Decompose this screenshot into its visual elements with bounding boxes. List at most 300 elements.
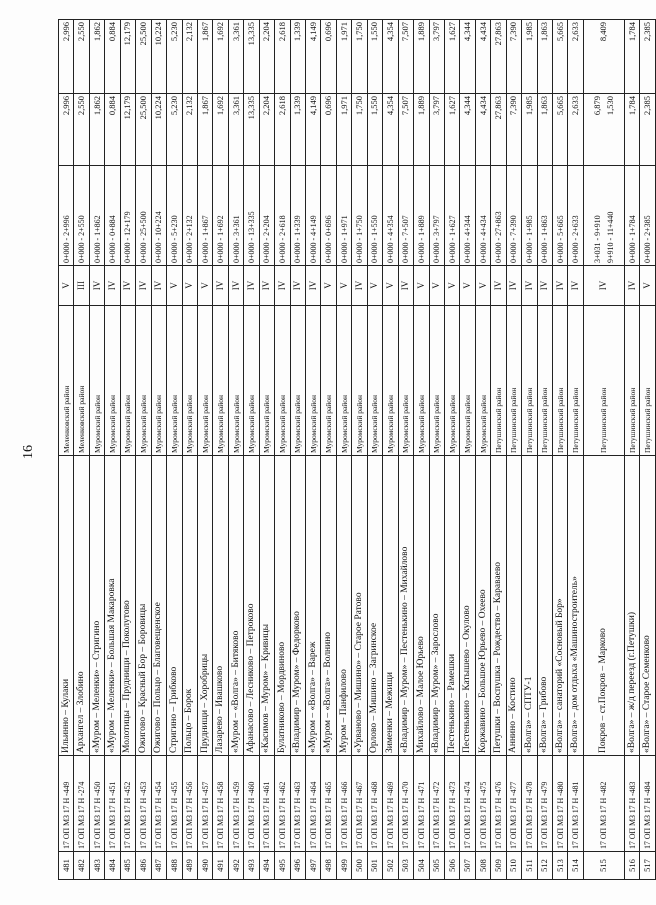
km-range-cell: 0+000 - 2+633 bbox=[568, 166, 583, 266]
km-range-line: 3+031 - 9+910 bbox=[592, 215, 602, 263]
road-name-cell: «Муром – Меленки» – Большая Макаровка bbox=[105, 456, 120, 756]
table-row bbox=[244, 20, 259, 880]
district-cell: Муромский район bbox=[136, 306, 151, 456]
total-length-cell: 0,884 bbox=[105, 20, 120, 94]
row-number-cell: 496 bbox=[290, 852, 305, 880]
road-code-cell: 17 ОП МЗ 17 Н -452 bbox=[120, 756, 135, 852]
total-length-cell: 13,335 bbox=[244, 20, 259, 94]
total-length-cell: 7,507 bbox=[398, 20, 413, 94]
row-number-cell: 503 bbox=[398, 852, 413, 880]
road-code-cell: 17 ОП МЗ 17 Н -481 bbox=[568, 756, 583, 852]
road-code-cell: 17 ОП МЗ 17 Н -454 bbox=[151, 756, 166, 852]
road-code-cell: 17 ОП МЗ 17 Н -480 bbox=[553, 756, 568, 852]
table-row bbox=[553, 20, 568, 880]
row-number-cell: 486 bbox=[136, 852, 151, 880]
km-range-cell: 0+000 - 4+434 bbox=[475, 166, 490, 266]
km-range-cell: 0+000 - 1+971 bbox=[336, 166, 351, 266]
road-code-cell: 17 ОП МЗ 17 Н -464 bbox=[306, 756, 321, 852]
district-cell: Муромский район bbox=[167, 306, 182, 456]
road-code-cell: 17 ОП МЗ 17 Н -453 bbox=[136, 756, 151, 852]
road-name-cell: «Волга» – Старое Семенково bbox=[640, 456, 655, 756]
section-length-cell: 1,339 bbox=[290, 94, 305, 166]
table-row bbox=[74, 20, 89, 880]
road-code-cell: 17 ОП МЗ 17 Н -465 bbox=[321, 756, 336, 852]
section-length-cell: 1,627 bbox=[444, 94, 459, 166]
table-row bbox=[259, 20, 274, 880]
total-length-cell: 8,409 bbox=[583, 20, 624, 94]
road-name-cell: Лазарево – Ивашково bbox=[213, 456, 228, 756]
total-length-cell: 2,618 bbox=[275, 20, 290, 94]
section-length-cell: 13,335 bbox=[244, 94, 259, 166]
road-code-cell: 17 ОП МЗ 17 Н -484 bbox=[640, 756, 655, 852]
section-length-cell: 2,633 bbox=[568, 94, 583, 166]
row-number-cell: 494 bbox=[259, 852, 274, 880]
table-row bbox=[383, 20, 398, 880]
road-code-cell: 17 ОП МЗ 17 Н -478 bbox=[522, 756, 537, 852]
road-name-cell: «Муром – «Волга» – Волнино bbox=[321, 456, 336, 756]
total-length-cell: 1,784 bbox=[624, 20, 639, 94]
total-length-cell: 3,797 bbox=[429, 20, 444, 94]
road-code-cell: 17 ОП МЗ 17 Н -477 bbox=[506, 756, 521, 852]
district-cell: Муромский район bbox=[275, 306, 290, 456]
row-number-cell: 492 bbox=[228, 852, 243, 880]
table-row bbox=[568, 20, 583, 880]
total-length-cell: 10,224 bbox=[151, 20, 166, 94]
total-length-cell: 2,132 bbox=[182, 20, 197, 94]
table-row bbox=[151, 20, 166, 880]
km-range-cell: 0+000 - 0+696 bbox=[321, 166, 336, 266]
district-cell: Муромский район bbox=[290, 306, 305, 456]
table-row bbox=[336, 20, 351, 880]
road-name-cell: Пестенькино – Рамешки bbox=[444, 456, 459, 756]
row-number-cell: 504 bbox=[414, 852, 429, 880]
road-name-cell: «Муром – «Волга» – Вареж bbox=[306, 456, 321, 756]
category-cell: IV bbox=[624, 266, 639, 306]
km-range-cell: 0+000 - 3+361 bbox=[228, 166, 243, 266]
total-length-cell: 12,179 bbox=[120, 20, 135, 94]
row-number-cell: 509 bbox=[491, 852, 506, 880]
road-code-cell: 17 ОП МЗ 17 Н -472 bbox=[429, 756, 444, 852]
total-length-cell: 0,696 bbox=[321, 20, 336, 94]
total-length-cell: 1,985 bbox=[522, 20, 537, 94]
table-row bbox=[491, 20, 506, 880]
road-name-cell: Ожигово – Польцо – Благовещенское bbox=[151, 456, 166, 756]
road-name-cell: Петушки – Воспушка – Рождество – Караваево bbox=[491, 456, 506, 756]
district-cell: Петушинский район bbox=[522, 306, 537, 456]
section-length-cell: 2,996 bbox=[59, 94, 74, 166]
section-length-cell: 1,750 bbox=[352, 94, 367, 166]
section-length-cell: 5,230 bbox=[167, 94, 182, 166]
road-code-cell: 17 ОП МЗ 17 Н -460 bbox=[244, 756, 259, 852]
section-length-cell: 4,344 bbox=[460, 94, 475, 166]
total-length-cell: 5,230 bbox=[167, 20, 182, 94]
category-cell: V bbox=[414, 266, 429, 306]
km-range-cell: 0+000 - 25+500 bbox=[136, 166, 151, 266]
total-length-cell: 1,339 bbox=[290, 20, 305, 94]
road-code-cell: 17 ОП МЗ 17 Н -470 bbox=[398, 756, 413, 852]
road-name-cell: «Волга» – дом отдыха «Машиностроитель» bbox=[568, 456, 583, 756]
category-cell: IV bbox=[105, 266, 120, 306]
road-code-cell: 17 ОП МЗ 17 Н -473 bbox=[444, 756, 459, 852]
table-row bbox=[290, 20, 305, 880]
road-code-cell: 17 ОП МЗ 17 Н -476 bbox=[491, 756, 506, 852]
table-row bbox=[105, 20, 120, 880]
row-number-cell: 515 bbox=[583, 852, 624, 880]
district-cell: Муромский район bbox=[120, 306, 135, 456]
category-cell: IV bbox=[290, 266, 305, 306]
road-code-cell: 17 ОП МЗ 17 Н -482 bbox=[583, 756, 624, 852]
road-name-cell: Михайлово – Малое Юрьево bbox=[414, 456, 429, 756]
road-code-cell: 17 ОП МЗ 17 Н -461 bbox=[259, 756, 274, 852]
category-cell: V bbox=[475, 266, 490, 306]
km-range-cell: 0+000 - 1+550 bbox=[367, 166, 382, 266]
row-number-cell: 507 bbox=[460, 852, 475, 880]
road-name-cell: Молотицы – Пруднищи – Поколутово bbox=[120, 456, 135, 756]
section-length-cell: 3,797 bbox=[429, 94, 444, 166]
table-row bbox=[352, 20, 367, 880]
table-row bbox=[475, 20, 490, 880]
km-range-cell: 0+000 - 1+692 bbox=[213, 166, 228, 266]
road-name-cell: Ильинно – Кулаки bbox=[59, 456, 74, 756]
row-number-cell: 485 bbox=[120, 852, 135, 880]
road-code-cell: 17 ОП МЗ 17 Н -471 bbox=[414, 756, 429, 852]
district-cell: Муромский район bbox=[444, 306, 459, 456]
section-length-cell: 1,863 bbox=[537, 94, 552, 166]
section-length-cell bbox=[583, 94, 624, 166]
category-cell: IV bbox=[306, 266, 321, 306]
category-cell: IV bbox=[583, 266, 624, 306]
district-cell: Петушинский район bbox=[506, 306, 521, 456]
district-cell: Муромский район bbox=[367, 306, 382, 456]
table-row bbox=[640, 20, 655, 880]
km-range-cell bbox=[583, 166, 624, 266]
total-length-cell: 5,665 bbox=[553, 20, 568, 94]
row-number-cell: 489 bbox=[182, 852, 197, 880]
category-cell: V bbox=[444, 266, 459, 306]
district-cell: Муромский район bbox=[182, 306, 197, 456]
table-row bbox=[197, 20, 212, 880]
road-name-cell: Булатниково – Мордвиново bbox=[275, 456, 290, 756]
total-length-cell: 3,361 bbox=[228, 20, 243, 94]
row-number-cell: 506 bbox=[444, 852, 459, 880]
category-cell: V bbox=[321, 266, 336, 306]
km-range-cell: 0+000 - 1+784 bbox=[624, 166, 639, 266]
road-name-cell: «Владимир – Муром» – Зарослово bbox=[429, 456, 444, 756]
road-name-cell: Польцо – Борок bbox=[182, 456, 197, 756]
table-row bbox=[367, 20, 382, 880]
category-cell: IV bbox=[213, 266, 228, 306]
km-range-cell: 0+000 - 0+884 bbox=[105, 166, 120, 266]
row-number-cell: 497 bbox=[306, 852, 321, 880]
table-row bbox=[213, 20, 228, 880]
road-code-cell: 17 ОП МЗ 17 Н -274 bbox=[74, 756, 89, 852]
district-cell: Муромский район bbox=[89, 306, 104, 456]
km-range-cell: 0+000 - 2+618 bbox=[275, 166, 290, 266]
category-cell: V bbox=[167, 266, 182, 306]
row-number-cell: 505 bbox=[429, 852, 444, 880]
road-name-cell: «Урваново – Мишино» – Старое Ратово bbox=[352, 456, 367, 756]
road-code-cell: 17 ОП МЗ 17 Н -463 bbox=[290, 756, 305, 852]
district-cell: Муромский район bbox=[336, 306, 351, 456]
km-range-cell: 0+000 - 4+149 bbox=[306, 166, 321, 266]
category-cell: V bbox=[59, 266, 74, 306]
road-code-cell: 17 ОП МЗ 17 Н -456 bbox=[182, 756, 197, 852]
total-length-cell: 2,550 bbox=[74, 20, 89, 94]
km-range-line: 9+910 - 11+440 bbox=[605, 211, 615, 263]
table-row bbox=[136, 20, 151, 880]
section-length-cell: 2,618 bbox=[275, 94, 290, 166]
km-range-cell: 0+000 - 1+339 bbox=[290, 166, 305, 266]
section-length-cell: 7,390 bbox=[506, 94, 521, 166]
row-number-cell: 511 bbox=[522, 852, 537, 880]
section-length-cell: 4,354 bbox=[383, 94, 398, 166]
table-row bbox=[167, 20, 182, 880]
section-length-cell: 7,507 bbox=[398, 94, 413, 166]
km-range-cell: 0+000 - 27+863 bbox=[491, 166, 506, 266]
table-row bbox=[59, 20, 74, 880]
category-cell: V bbox=[429, 266, 444, 306]
total-length-cell: 4,354 bbox=[383, 20, 398, 94]
road-name-cell: «Волга» – СПТУ-1 bbox=[522, 456, 537, 756]
section-length-cell: 2,385 bbox=[640, 94, 655, 166]
road-code-cell: 17 ОП МЗ 17 Н -458 bbox=[213, 756, 228, 852]
category-cell: IV bbox=[275, 266, 290, 306]
section-length-cell: 10,224 bbox=[151, 94, 166, 166]
road-name-cell: Афанасово – Лесниково – Петроково bbox=[244, 456, 259, 756]
total-length-cell: 27,863 bbox=[491, 20, 506, 94]
km-range-cell: 0+000 - 12+179 bbox=[120, 166, 135, 266]
district-cell: Муромский район bbox=[151, 306, 166, 456]
category-cell: IV bbox=[244, 266, 259, 306]
section-length-cell: 1,862 bbox=[89, 94, 104, 166]
total-length-cell: 2,996 bbox=[59, 20, 74, 94]
km-range-cell: 0+000 - 1+985 bbox=[522, 166, 537, 266]
category-cell: IV bbox=[506, 266, 521, 306]
section-length-cell: 1,784 bbox=[624, 94, 639, 166]
section-length-cell: 2,204 bbox=[259, 94, 274, 166]
total-length-cell: 1,863 bbox=[537, 20, 552, 94]
road-name-cell: «Волга» – ж/д переезд (г.Петушки) bbox=[624, 456, 639, 756]
road-code-cell: 17 ОП МЗ 17 Н -449 bbox=[59, 756, 74, 852]
category-cell: IV bbox=[259, 266, 274, 306]
total-length-cell: 1,867 bbox=[197, 20, 212, 94]
section-length-cell: 4,434 bbox=[475, 94, 490, 166]
km-range-cell: 0+000 - 2+385 bbox=[640, 166, 655, 266]
km-range-cell: 0+000 - 4+344 bbox=[460, 166, 475, 266]
road-name-cell: «Муром – «Волга» – Битяково bbox=[228, 456, 243, 756]
road-name-cell: «Волга» – Грибово bbox=[537, 456, 552, 756]
table-row bbox=[444, 20, 459, 880]
category-cell: IV bbox=[151, 266, 166, 306]
row-number-cell: 487 bbox=[151, 852, 166, 880]
district-cell: Петушинский район bbox=[640, 306, 655, 456]
district-cell: Муромский район bbox=[352, 306, 367, 456]
district-cell: Муромский район bbox=[321, 306, 336, 456]
km-range-cell: 0+000 - 2+204 bbox=[259, 166, 274, 266]
row-number-cell: 510 bbox=[506, 852, 521, 880]
row-number-cell: 512 bbox=[537, 852, 552, 880]
road-name-cell: «Владимир – Муром» – Пестенькино – Михайлово bbox=[398, 456, 413, 756]
road-code-cell: 17 ОП МЗ 17 Н -474 bbox=[460, 756, 475, 852]
road-name-cell: Стригино – Грибково bbox=[167, 456, 182, 756]
row-number-cell: 501 bbox=[367, 852, 382, 880]
district-cell: Муромский район bbox=[398, 306, 413, 456]
table-row bbox=[228, 20, 243, 880]
district-cell: Муромский район bbox=[197, 306, 212, 456]
total-length-cell: 25,500 bbox=[136, 20, 151, 94]
km-range-cell: 0+000 - 1+889 bbox=[414, 166, 429, 266]
section-length-cell: 1,867 bbox=[197, 94, 212, 166]
row-number-cell: 516 bbox=[624, 852, 639, 880]
row-number-cell: 493 bbox=[244, 852, 259, 880]
category-cell: V bbox=[640, 266, 655, 306]
section-length-cell: 5,665 bbox=[553, 94, 568, 166]
row-number-cell: 488 bbox=[167, 852, 182, 880]
section-length-cell: 25,500 bbox=[136, 94, 151, 166]
category-cell: IV bbox=[522, 266, 537, 306]
row-number-cell: 508 bbox=[475, 852, 490, 880]
table-row bbox=[429, 20, 444, 880]
row-number-cell: 514 bbox=[568, 852, 583, 880]
km-range-cell: 0+000 - 1+863 bbox=[537, 166, 552, 266]
category-cell: IV bbox=[553, 266, 568, 306]
category-cell: IV bbox=[568, 266, 583, 306]
district-cell: Муромский район bbox=[429, 306, 444, 456]
category-cell: IV bbox=[120, 266, 135, 306]
district-cell: Муромский район bbox=[475, 306, 490, 456]
road-name-cell: Архангел – Злобино bbox=[74, 456, 89, 756]
row-number-cell: 513 bbox=[553, 852, 568, 880]
district-cell: Петушинский район bbox=[553, 306, 568, 456]
section-length-cell: 2,550 bbox=[74, 94, 89, 166]
district-cell: Муромский район bbox=[244, 306, 259, 456]
total-length-cell: 4,344 bbox=[460, 20, 475, 94]
road-name-cell: «Муром – Меленки» – Стригино bbox=[89, 456, 104, 756]
section-length-cell: 0,696 bbox=[321, 94, 336, 166]
section-length-cell: 27,863 bbox=[491, 94, 506, 166]
district-cell: Муромский район bbox=[259, 306, 274, 456]
table-row bbox=[583, 20, 624, 880]
section-length-cell: 1,985 bbox=[522, 94, 537, 166]
km-range-cell: 0+000 - 1+862 bbox=[89, 166, 104, 266]
km-range-cell: 0+000 - 1+627 bbox=[444, 166, 459, 266]
road-name-cell: Пестенькино – Катышево – Окулово bbox=[460, 456, 475, 756]
table-row bbox=[182, 20, 197, 880]
district-cell: Меленковский район bbox=[74, 306, 89, 456]
district-cell: Муромский район bbox=[228, 306, 243, 456]
km-range-cell: 0+000 - 1+867 bbox=[197, 166, 212, 266]
district-cell: Петушинский район bbox=[624, 306, 639, 456]
total-length-cell: 4,434 bbox=[475, 20, 490, 94]
category-cell: III bbox=[74, 266, 89, 306]
road-name-cell: Коржавино – Большое Юрьево – Охеево bbox=[475, 456, 490, 756]
row-number-cell: 490 bbox=[197, 852, 212, 880]
district-cell: Муромский район bbox=[460, 306, 475, 456]
total-length-cell: 2,385 bbox=[640, 20, 655, 94]
km-range-cell: 0+000 - 2+550 bbox=[74, 166, 89, 266]
roads-table-body bbox=[59, 20, 656, 880]
district-cell: Меленковский район bbox=[59, 306, 74, 456]
category-cell: IV bbox=[491, 266, 506, 306]
section-length-cell: 3,361 bbox=[228, 94, 243, 166]
total-length-cell: 1,862 bbox=[89, 20, 104, 94]
road-name-cell: Покров – ст.Покров – Марково bbox=[583, 456, 624, 756]
km-range-cell: 0+000 - 5+665 bbox=[553, 166, 568, 266]
district-cell: Муромский район bbox=[105, 306, 120, 456]
category-cell: IV bbox=[537, 266, 552, 306]
district-cell: Муромский район bbox=[383, 306, 398, 456]
row-number-cell: 499 bbox=[336, 852, 351, 880]
km-range-cell: 0+000 - 4+354 bbox=[383, 166, 398, 266]
row-number-cell: 517 bbox=[640, 852, 655, 880]
road-code-cell: 17 ОП МЗ 17 Н -451 bbox=[105, 756, 120, 852]
total-length-cell: 1,627 bbox=[444, 20, 459, 94]
district-cell: Петушинский район bbox=[491, 306, 506, 456]
table-row bbox=[275, 20, 290, 880]
km-range-cell: 0+000 - 2+996 bbox=[59, 166, 74, 266]
category-cell: IV bbox=[398, 266, 413, 306]
table-row bbox=[398, 20, 413, 880]
total-length-cell: 7,390 bbox=[506, 20, 521, 94]
km-range-cell: 0+000 - 1+750 bbox=[352, 166, 367, 266]
road-name-cell: Ожигово – Красный Бор – Боровицы bbox=[136, 456, 151, 756]
road-name-cell: Аннино – Костино bbox=[506, 456, 521, 756]
road-code-cell: 17 ОП МЗ 17 Н -459 bbox=[228, 756, 243, 852]
total-length-cell: 2,204 bbox=[259, 20, 274, 94]
row-number-cell: 502 bbox=[383, 852, 398, 880]
page-number: 16 bbox=[21, 445, 36, 459]
table-row bbox=[321, 20, 336, 880]
section-length-cell: 2,132 bbox=[182, 94, 197, 166]
row-number-cell: 482 bbox=[74, 852, 89, 880]
section-length-cell: 1,971 bbox=[336, 94, 351, 166]
road-code-cell: 17 ОП МЗ 17 Н -457 bbox=[197, 756, 212, 852]
roads-table bbox=[58, 19, 656, 880]
road-name-cell: «Волга» – санаторий «Сосновый Бор» bbox=[553, 456, 568, 756]
road-code-cell: 17 ОП МЗ 17 Н -469 bbox=[383, 756, 398, 852]
road-code-cell: 17 ОП МЗ 17 Н -468 bbox=[367, 756, 382, 852]
category-cell: IV bbox=[352, 266, 367, 306]
category-cell: V bbox=[460, 266, 475, 306]
section-length-cell: 0,884 bbox=[105, 94, 120, 166]
category-cell: V bbox=[336, 266, 351, 306]
section-length-cell: 12,179 bbox=[120, 94, 135, 166]
total-length-cell: 2,633 bbox=[568, 20, 583, 94]
road-code-cell: 17 ОП МЗ 17 Н -466 bbox=[336, 756, 351, 852]
category-cell: IV bbox=[89, 266, 104, 306]
district-cell: Петушинский район bbox=[537, 306, 552, 456]
section-length-cell: 1,692 bbox=[213, 94, 228, 166]
table-row bbox=[506, 20, 521, 880]
km-range-cell: 0+000 - 5+230 bbox=[167, 166, 182, 266]
road-code-cell: 17 ОП МЗ 17 Н -455 bbox=[167, 756, 182, 852]
km-range-cell: 0+000 - 2+132 bbox=[182, 166, 197, 266]
table-row bbox=[306, 20, 321, 880]
section-length-cell: 1,889 bbox=[414, 94, 429, 166]
road-name-cell: Пруднищи – Хоробрицы bbox=[197, 456, 212, 756]
row-number-cell: 498 bbox=[321, 852, 336, 880]
district-cell: Муромский район bbox=[213, 306, 228, 456]
road-name-cell: Зименки – Межищи bbox=[383, 456, 398, 756]
road-code-cell: 17 ОП МЗ 17 Н -462 bbox=[275, 756, 290, 852]
table-row bbox=[120, 20, 135, 880]
table-row bbox=[522, 20, 537, 880]
category-cell: IV bbox=[228, 266, 243, 306]
km-range-cell: 0+000 - 10+224 bbox=[151, 166, 166, 266]
km-range-cell: 0+000 - 7+507 bbox=[398, 166, 413, 266]
total-length-cell: 1,692 bbox=[213, 20, 228, 94]
table-row bbox=[414, 20, 429, 880]
